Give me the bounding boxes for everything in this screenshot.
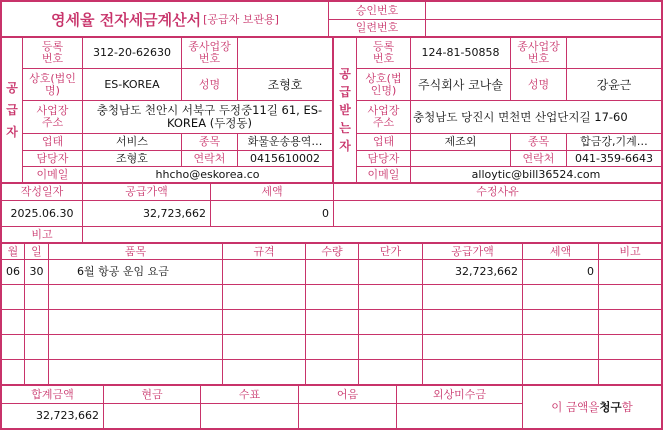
issue-date-label: 작성일자 [20,185,64,198]
supplier-company: ES-KOREA [104,77,160,91]
col-day: 일 [31,244,42,258]
supply-amount-label: 공급가액 [125,185,168,198]
supplier-branch-no-label: 종사업장번호 [188,40,231,65]
buyer-ceo: 강윤근 [596,77,632,92]
supplier-biz-type-label: 업태 [41,135,64,148]
supplier-manager-label: 담당자 [36,151,69,165]
cash-value [104,404,200,428]
col-qty: 수량 [321,244,343,258]
buyer-reg-no: 124-81-50858 [421,46,500,59]
supplier-branch-no [238,38,332,68]
supplier-company-label: 상호(법인명) [29,71,76,97]
buyer-branch-no-label: 종사업장번호 [517,40,560,65]
approval-no-value [426,2,661,19]
credit-value [397,404,522,428]
note-label: 어음 [336,387,359,401]
supplier-address-label: 사업장주소 [36,104,69,129]
supplier-contact-label: 연락처 [193,151,226,165]
supplier-manager: 조형호 [116,151,148,165]
buyer-branch-no [567,38,661,68]
buyer-email-label: 이메일 [367,167,400,181]
buyer-biz-item: 합금강,기계… [580,135,648,148]
supplier-ceo-label: 성명 [198,77,221,91]
note-value [299,404,396,428]
tax-amount: 0 [322,206,329,220]
check-value [201,404,298,428]
item-day: 30 [29,265,44,278]
buyer-address: 충청남도 당진시 면천면 산업단지길 17-60 [413,110,628,124]
credit-label: 외상미수금 [432,387,487,401]
supplier-reg-no: 312-20-62630 [93,46,171,59]
item-supply: 32,723,662 [455,265,518,278]
buyer-address-label: 사업장주소 [367,104,400,129]
memo-label: 비고 [31,227,53,241]
buyer-ceo-label: 성명 [527,77,550,91]
total-label: 합계금액 [31,387,74,401]
supplier-email: hhcho@eskorea.co [155,167,260,181]
buyer-side-label: 공급받는자 [339,67,351,153]
col-memo: 비고 [619,244,641,258]
supplier-biz-item: 화물운송용역… [247,135,323,148]
col-item: 품목 [124,244,147,258]
supplier-address: 충청남도 천안시 서북구 두정중11길 61, ES-KOREA (두정동) [96,103,323,130]
supplier-email-label: 이메일 [36,167,69,181]
supplier-contact: 0415610002 [250,151,320,165]
approval-no-label: 승인번호 [355,3,399,17]
item-tax: 0 [587,265,594,278]
buyer-manager [411,151,510,166]
item-unit-price [359,260,422,284]
supplier-biz-item-label: 종목 [198,135,221,148]
col-supply: 공급가액 [451,244,494,258]
claim-statement: 이 금액을 청구 함 [551,400,633,414]
total-value: 32,723,662 [36,409,99,422]
buyer-email: alloytic@bill36524.com [471,167,601,181]
serial-no-label: 일련번호 [355,21,399,34]
check-label: 수표 [238,387,261,401]
issue-date: 2025.06.30 [10,206,74,220]
memo-value [83,227,661,242]
buyer-biz-type-label: 업태 [372,135,395,148]
col-spec: 규격 [253,244,275,258]
supplier-reg-no-label: 등록번호 [41,40,64,65]
claim-word: 청구 [599,400,622,414]
buyer-manager-label: 담당자 [367,151,400,165]
buyer-biz-item-label: 종목 [527,135,550,148]
buyer-company: 주식회사 코나솔 [418,77,503,92]
supplier-ceo: 조형호 [267,77,303,92]
supply-amount: 32,723,662 [143,206,206,220]
item-month: 06 [6,265,20,278]
serial-no-value [426,20,661,36]
buyer-biz-type: 제조외 [444,135,477,148]
item-spec [223,260,305,284]
item-memo [599,260,661,284]
buyer-company-label: 상호(법인명) [365,71,402,97]
buyer-reg-no-label: 등록번호 [372,40,395,65]
item-name: 6월 항공 운임 요금 [77,265,169,278]
buyer-contact-label: 연락처 [522,151,555,165]
reason-label: 수정사유 [476,185,519,198]
col-tax: 세액 [549,244,572,258]
invoice-title: 영세율 전자세금계산서 [공급자 보관용] [51,10,279,29]
cash-label: 현금 [141,387,163,401]
col-unit-price: 단가 [379,244,402,258]
supplier-side-label: 공급자 [6,81,18,139]
buyer-contact: 041-359-6643 [575,151,653,165]
col-month: 월 [7,244,19,258]
tax-label: 세액 [261,185,283,198]
reason-value [334,201,661,226]
item-qty [306,260,358,284]
supplier-biz-type: 서비스 [116,135,148,148]
